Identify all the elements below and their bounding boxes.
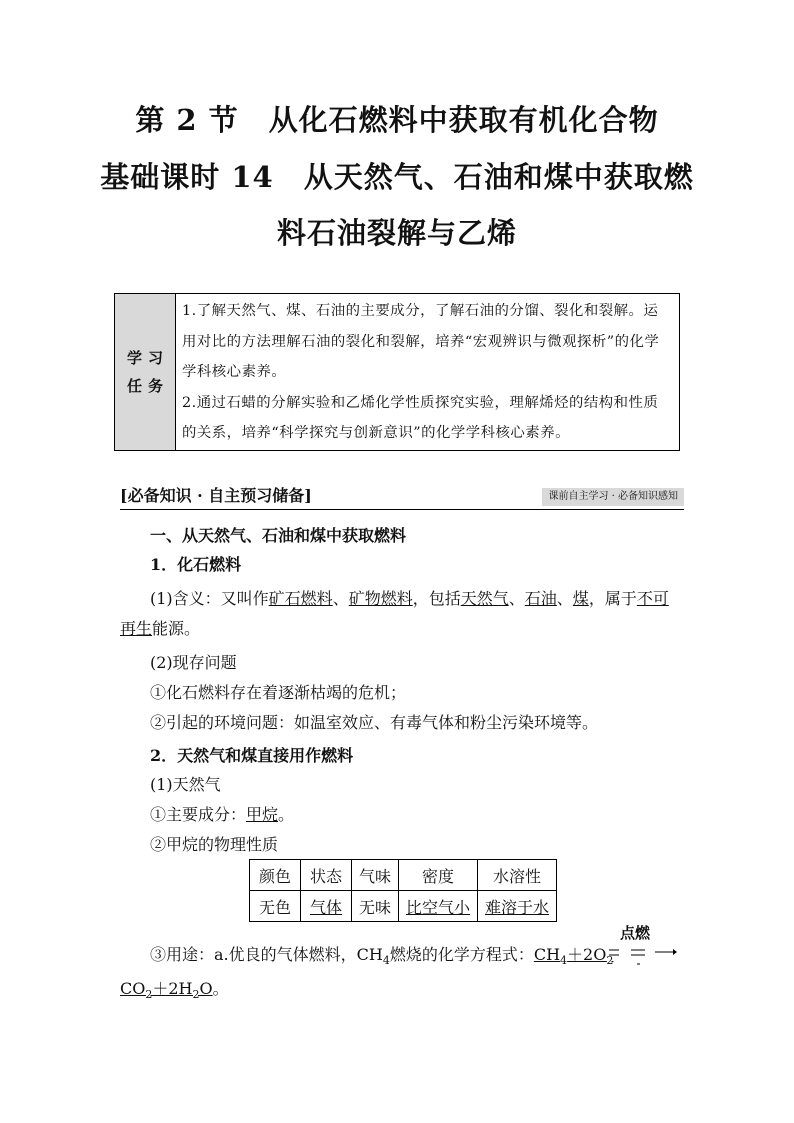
section-tag: 课前自主学习 · 必备知识感知 xyxy=(542,488,684,506)
equation-reactants: $CH_4+2O_2$ xyxy=(533,945,614,968)
table-cell: 难溶于水 xyxy=(478,891,557,922)
physical-properties-heading: ②甲烷的物理性质 xyxy=(150,835,279,854)
table-cell: 比空气小 xyxy=(399,891,478,922)
learning-goals-table xyxy=(114,293,680,451)
table-cell: 无味 xyxy=(352,891,399,922)
reaction-condition: 点燃 xyxy=(620,924,651,942)
problems-heading: (2)现存问题 xyxy=(150,653,237,672)
heading-fossil-fuels: 1．化石燃料 xyxy=(150,555,242,574)
definition-line-2: 再生能源。 xyxy=(120,619,201,638)
problem-2: ②引起的环境问题：如温室效应、有毒气体和粉尘污染环境等。 xyxy=(150,713,599,732)
natural-gas-heading: (1)天然气 xyxy=(150,775,221,794)
section-title: [必备知识 · 自主预习储备] xyxy=(120,486,312,505)
table-header-cell: 密度 xyxy=(399,860,478,891)
table-header-cell: 气味 xyxy=(352,860,399,891)
title-lesson: 基础课时 14 从天然气、石油和煤中获取燃 xyxy=(100,160,694,194)
title-lesson-continued: 料石油裂解与乙烯 xyxy=(276,216,517,250)
methane-properties-table xyxy=(249,859,557,922)
learning-goals-content xyxy=(176,294,679,450)
use-line: ③用途：a.优良的气体燃料，$CH_4$燃烧的化学方程式：$CH_4+2O_2$ xyxy=(150,945,614,968)
goal-item-2: 2.通过石蜡的分解实验和乙烯化学性质探究实验，理解烯烃的结构和性质的关系，培养“科学探究与创新意识”的化学学科核心素养。 xyxy=(182,394,659,441)
learning-goals-label: 学习 任务 xyxy=(115,294,176,450)
table-header-row xyxy=(250,860,557,891)
heading-direct-fuel: 2．天然气和煤直接用作燃料 xyxy=(150,746,354,765)
table-row xyxy=(250,891,557,922)
definition-line: (1)含义：又叫作矿石燃料、矿物燃料，包括天然气、石油、煤，属于不可 xyxy=(150,589,669,608)
problem-1: ①化石燃料存在着逐渐枯竭的危机； xyxy=(150,683,407,702)
heading-fuels: 一、从天然气、石油和煤中获取燃料 xyxy=(150,526,407,545)
title-section: 第 2 节 从化石燃料中获取有机化合物 xyxy=(135,103,659,137)
section-header xyxy=(120,483,684,510)
table-cell: 气体 xyxy=(301,891,352,922)
table-header-cell: 状态 xyxy=(301,860,352,891)
table-cell: 无色 xyxy=(250,891,301,922)
goal-item-1: 1.了解天然气、煤、石油的主要成分，了解石油的分馏、裂化和裂解。运用对比的方法理解石油的裂化和裂解，培养“宏观辨识与微观探析”的化学学科核心素养。 xyxy=(182,303,660,380)
reaction-arrow-icon xyxy=(607,944,677,970)
equation-products: $CO_2+2H_2O$。 xyxy=(120,979,229,1002)
table-header-cell: 水溶性 xyxy=(478,860,557,891)
main-component: ①主要成分：甲烷。 xyxy=(150,805,295,824)
table-header-cell: 颜色 xyxy=(250,860,301,891)
